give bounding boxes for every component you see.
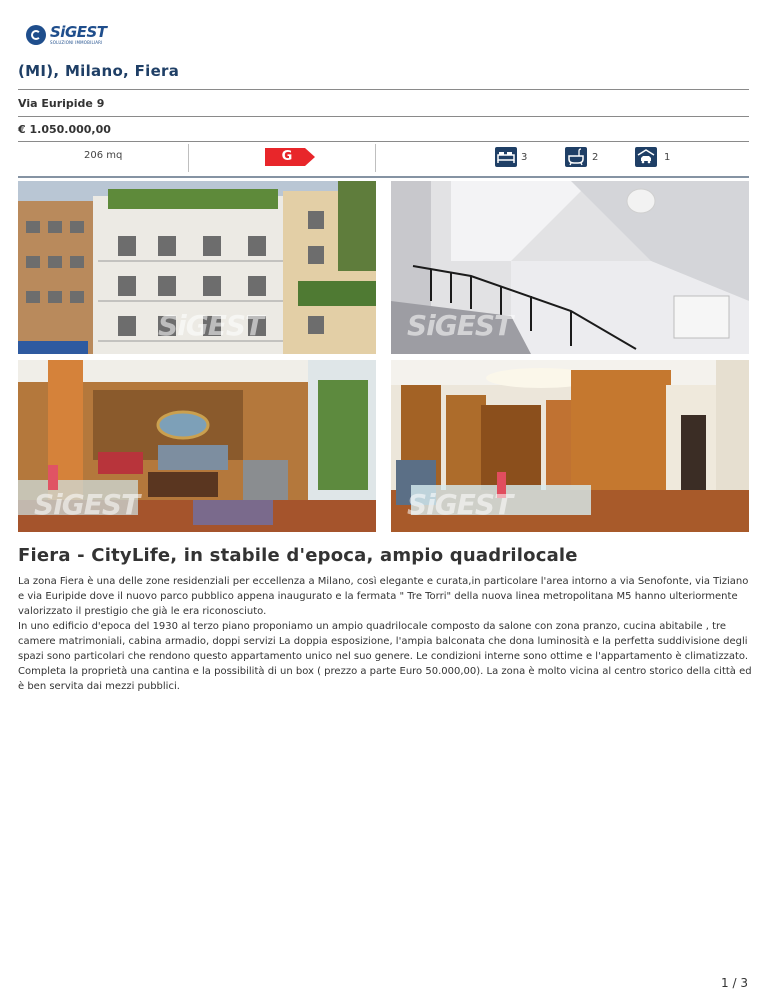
listing-location: (MI), Milano, Fiera: [18, 62, 180, 80]
page-number: 1 / 3: [721, 976, 748, 990]
description-paragraph: La zona Fiera è una delle zone residenziali per eccellenza a Milano, così elegante e curata,in particolare l'area intorno a via Senofonte, via Tiziano e via Euripide dove il nuovo parco pubblico appena inaugurato e la fermata " Tre Torri" della nuova linea metropolitana M5 hanno ulteriormente valorizzato il prestigio che già le era riconosciuto.: [18, 576, 749, 617]
energy-class-badge: [265, 148, 315, 166]
logo-name: SiGEST: [50, 23, 107, 41]
divider: [18, 89, 749, 90]
building-exterior-photo: [18, 181, 376, 354]
divider: [18, 176, 749, 178]
bathrooms-count: 2: [592, 152, 599, 163]
photo-watermark: SiGEST: [407, 309, 513, 342]
listing-description: [18, 574, 753, 694]
car-icon: [635, 147, 657, 167]
living-room-photo: [18, 360, 376, 532]
listing-headline: Fiera - CityLife, in stabile d'epoca, ampio quadrilocale: [18, 545, 578, 566]
parking-count: 1: [664, 152, 671, 163]
listing-price: € 1.050.000,00: [18, 123, 111, 136]
dining-room-photo: [391, 360, 749, 532]
logo-mark-icon: [26, 25, 46, 45]
divider: [18, 116, 749, 117]
staircase-photo: [391, 181, 749, 354]
bed-icon: [495, 147, 517, 167]
sigest-logo: [26, 22, 126, 48]
logo-subtitle: SOLUZIONI IMMOBILIARI: [50, 40, 103, 45]
photo-watermark: SiGEST: [158, 309, 264, 342]
area-value: 206 mq: [84, 150, 123, 161]
photo-watermark: SiGEST: [407, 488, 513, 521]
energy-class-label: G: [281, 149, 293, 164]
bedrooms-count: 3: [521, 152, 528, 163]
specs-row: [18, 144, 749, 176]
listing-address: Via Euripide 9: [18, 97, 105, 110]
description-paragraph: In uno edificio d'epoca del 1930 al terzo piano proponiamo un ampio quadrilocale composto da salone con zona pranzo, cucina abitabile , tre camere matrimoniali, cabina armadio, doppi servizi La doppia esposizione, l'ampia balconata che dona luminosità e la perfetta suddivisione degli spazi sono particolari che rendono questo appartamento unico nel suo genere. Le condizioni interne sono ottime e l'appartamento è climatizzato. Completa la proprietà una cantina e la possibilità di un box ( prezzo a parte Euro 50.000,00). La zona è molto vicina al centro storico della città ed è ben servita dai mezzi pubblici.: [18, 621, 752, 692]
bath-icon: [565, 147, 587, 167]
photo-watermark: SiGEST: [34, 488, 140, 521]
divider: [18, 141, 749, 142]
